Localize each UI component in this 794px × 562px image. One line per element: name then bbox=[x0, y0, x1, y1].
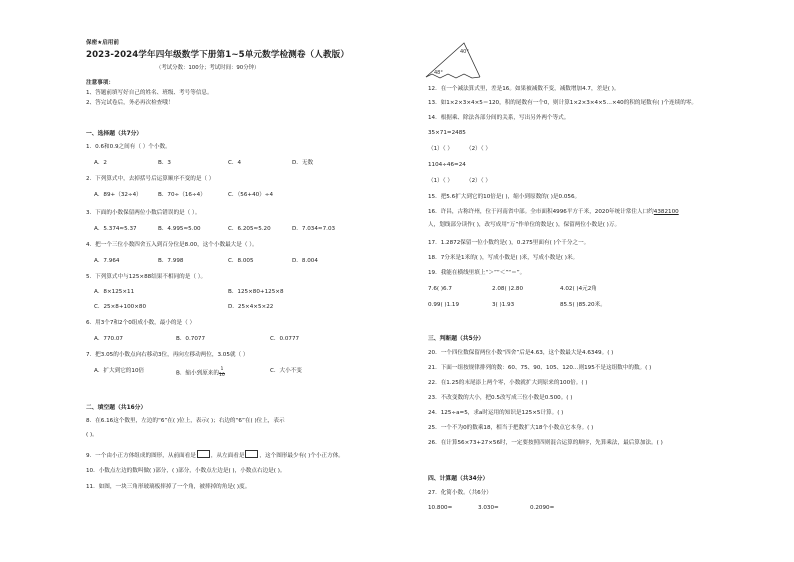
question-27: 27．化简小数。（共6分） bbox=[428, 490, 492, 496]
question-23: 23．不改变数的大小，把0.5改写成三位小数是0.500。( ) bbox=[428, 395, 573, 401]
side-view-icon bbox=[245, 450, 258, 458]
fraction-numerator: 1 bbox=[220, 367, 224, 372]
option-4a: A．7.964 bbox=[94, 258, 120, 264]
front-view-icon bbox=[197, 450, 210, 458]
option-6c: C．0.0777 bbox=[270, 336, 300, 342]
option-2c: C．（56+40）÷4 bbox=[228, 192, 274, 198]
notes-title: 注意事项： bbox=[86, 80, 114, 86]
q14-equation-2: 1104÷46=24 bbox=[428, 162, 466, 168]
question-11: 11．如图，一块三角形玻璃板摔掉了一个角，被摔掉的角是( )度。 bbox=[86, 484, 251, 490]
option-1b: B．3 bbox=[158, 160, 171, 166]
fraction-denominator: 10 bbox=[219, 372, 225, 378]
question-17: 17．1.2872保留一位小数约是( )，0.275里面有( )个千分之一。 bbox=[428, 240, 590, 246]
option-6b: B．0.7077 bbox=[176, 336, 206, 342]
q14-blank-1: （1）（ ） bbox=[428, 146, 453, 152]
question-6: 6．用3个7和2个0组成小数，最小的是（ ） bbox=[86, 320, 196, 326]
question-10: 10．小数点左边的数叫做( )部分，( )部分，小数点左边是( )，小数点右边是( )。 bbox=[86, 468, 286, 474]
question-3: 3．下面的小数保留两位小数后错误的是（ ）。 bbox=[86, 210, 201, 216]
question-16 bbox=[428, 209, 679, 216]
option-6a: A．770.07 bbox=[94, 336, 123, 342]
compare-5: 3( )1.93 bbox=[492, 302, 515, 308]
q14-blank-4: （2）（ ） bbox=[466, 178, 491, 184]
question-22: 22．在1.25的末尾添上两个零，小数就扩大到原来的100倍。( ) bbox=[428, 380, 588, 386]
question-14: 14．根据乘、除法各部分间的关系，写出另外两个等式。 bbox=[428, 115, 570, 121]
simplify-item-3: 0.2090= bbox=[530, 505, 555, 511]
option-1a: A．2 bbox=[94, 160, 107, 166]
compare-2: 2.08( )2.80 bbox=[492, 286, 524, 292]
compare-6: 85.5( )85.20米。 bbox=[560, 302, 606, 308]
option-3a: A．5.374≈5.37 bbox=[94, 226, 137, 232]
option-2a: A．89+（32÷4） bbox=[94, 192, 142, 198]
question-13: 13．如1×2×3×4×5＝120，积的尾数有一个0，则计算1×2×3×4×5…×40的积的尾数有( )个连续的零。 bbox=[428, 100, 698, 106]
page-title: 2023-2024学年四年级数学下册第1~5单元数学检测卷（人教版） bbox=[86, 50, 350, 60]
angle-top-label: 40° bbox=[460, 49, 469, 55]
question-9-part1: 9．一个由小正方体组成的图形，从前面看是 bbox=[86, 453, 196, 459]
option-5c: C．25×8+100×80 bbox=[94, 304, 147, 310]
option-7c: C．大小不变 bbox=[270, 368, 302, 374]
secret-label: 保密★启用前 bbox=[86, 40, 119, 46]
question-26: 26．在计算56×73+27×56时，一定要按照四则混合运算的顺序，先算乘法，最后算加法。( ) bbox=[428, 440, 663, 446]
question-9 bbox=[86, 450, 344, 460]
population-number: 4382100 bbox=[653, 209, 679, 215]
question-4: 4．把一个三位小数四舍五入到百分位是8.00，这个小数最大是（ ）。 bbox=[86, 242, 258, 248]
option-7a: A．扩大到它的10倍 bbox=[94, 368, 145, 374]
simplify-item-1: 10.800= bbox=[428, 505, 453, 511]
question-1: 1．0.6和0.9之间有（ ）个小数。 bbox=[86, 144, 171, 150]
simplify-item-2: 3.030= bbox=[478, 505, 499, 511]
question-15: 15．把5.6扩大到它的10倍是( )，缩小到原数的( )是0.056。 bbox=[428, 194, 581, 200]
question-2: 2．下列算式中，去掉括号后运算顺序不变的是（ ） bbox=[86, 176, 215, 182]
fraction-one-tenth bbox=[219, 368, 225, 378]
option-4c: C．8.005 bbox=[228, 258, 254, 264]
option-4d: D．8.004 bbox=[292, 258, 318, 264]
question-9-part3: ，这个图形最少有( )个小正方体。 bbox=[259, 453, 344, 459]
broken-triangle-figure bbox=[424, 38, 488, 80]
section-title-fill: 二、填空题（共16分） bbox=[86, 405, 147, 411]
notes-item-1: 1、答题前填写好自己的姓名、班级、考号等信息。 bbox=[86, 90, 213, 96]
q14-blank-3: （1）（ ） bbox=[428, 178, 453, 184]
option-7b-label: B．缩小到原来的 bbox=[176, 370, 219, 377]
question-12: 12．在一个减法算式里，差是16。如果被减数不变，减数增加4.7，差是( )。 bbox=[428, 86, 620, 92]
q14-equation-1: 35×71=2485 bbox=[428, 130, 466, 136]
question-16-cont: 人，划线部分读作( )，改写成用“万”作单位的数是( )，保留两位小数是( )万。 bbox=[428, 222, 621, 228]
option-4b: B．7.998 bbox=[158, 258, 184, 264]
exam-info: （考试分数：100分；考试时间：90分钟） bbox=[156, 65, 260, 71]
question-8-cont: ( )。 bbox=[86, 432, 98, 438]
question-25: 25．一个不为0的数乘18，相当于把数扩大18个小数点它本身。( ) bbox=[428, 425, 594, 431]
question-8: 8．在6.16这个数里，左边的“6”在( )位上，表示( )；右边的“6”在( )位上，表示 bbox=[86, 418, 285, 424]
option-5d: D．25×4×5×22 bbox=[228, 304, 274, 310]
question-16-part1: 16．许昌，古称许州，位于河南省中部。全市面积4996平方千米，2020年统计常住人口约 bbox=[428, 209, 654, 215]
compare-1: 7.6( )6.7 bbox=[428, 286, 452, 292]
question-19: 19．我能在横线里填上“＞”“＜”“＝”。 bbox=[428, 270, 526, 276]
compare-4: 0.99( )1.19 bbox=[428, 302, 460, 308]
angle-left-label: 48° bbox=[434, 70, 443, 76]
option-3c: C．6.205≈5.20 bbox=[228, 226, 271, 232]
question-5: 5．下列算式中与125×88结果不相同的是（ ）。 bbox=[86, 274, 207, 280]
option-5a: A．8×125×11 bbox=[94, 289, 135, 295]
option-1c: C．4 bbox=[228, 160, 242, 166]
option-1d: D．无数 bbox=[292, 160, 314, 166]
question-9-part2: ，从左面看是 bbox=[210, 453, 245, 459]
question-20: 20．一个四位数保留两位小数“四舍”后是4.63，这个数最大是4.6349。( ) bbox=[428, 350, 614, 356]
q14-blank-2: （2）（ ） bbox=[466, 146, 491, 152]
notes-item-2: 2、答完试卷后，务必再次检查哦！ bbox=[86, 100, 174, 106]
compare-3: 4.02( )4元2角 bbox=[560, 286, 597, 292]
question-21: 21．下面一组按规律排列的数：60、75、90、105、120…则195不是这组数中的数。( ) bbox=[428, 365, 652, 371]
option-5b: B．125×80+125×8 bbox=[228, 289, 284, 295]
question-7: 7．把3.05的小数点向右移动3位，再向左移动两位，3.05就（ ） bbox=[86, 352, 249, 358]
section-title-choice: 一、选择题（共7分） bbox=[86, 131, 143, 137]
option-3b: B．4.995≈5.00 bbox=[158, 226, 201, 232]
option-7b bbox=[176, 368, 225, 378]
question-24: 24．125÷a=5，求a时运用的知识是125×5计算。( ) bbox=[428, 410, 564, 416]
question-18: 18．7分米是1米的( )，写成小数是( )米，写成小数是( )米。 bbox=[428, 255, 579, 261]
section-title-judge: 三、判断题（共5分） bbox=[428, 336, 485, 342]
section-title-calc: 四、计算题（共34分） bbox=[428, 476, 489, 482]
option-2b: B．70÷（16÷4） bbox=[158, 192, 206, 198]
option-3d: D．7.034≈7.03 bbox=[292, 226, 336, 232]
